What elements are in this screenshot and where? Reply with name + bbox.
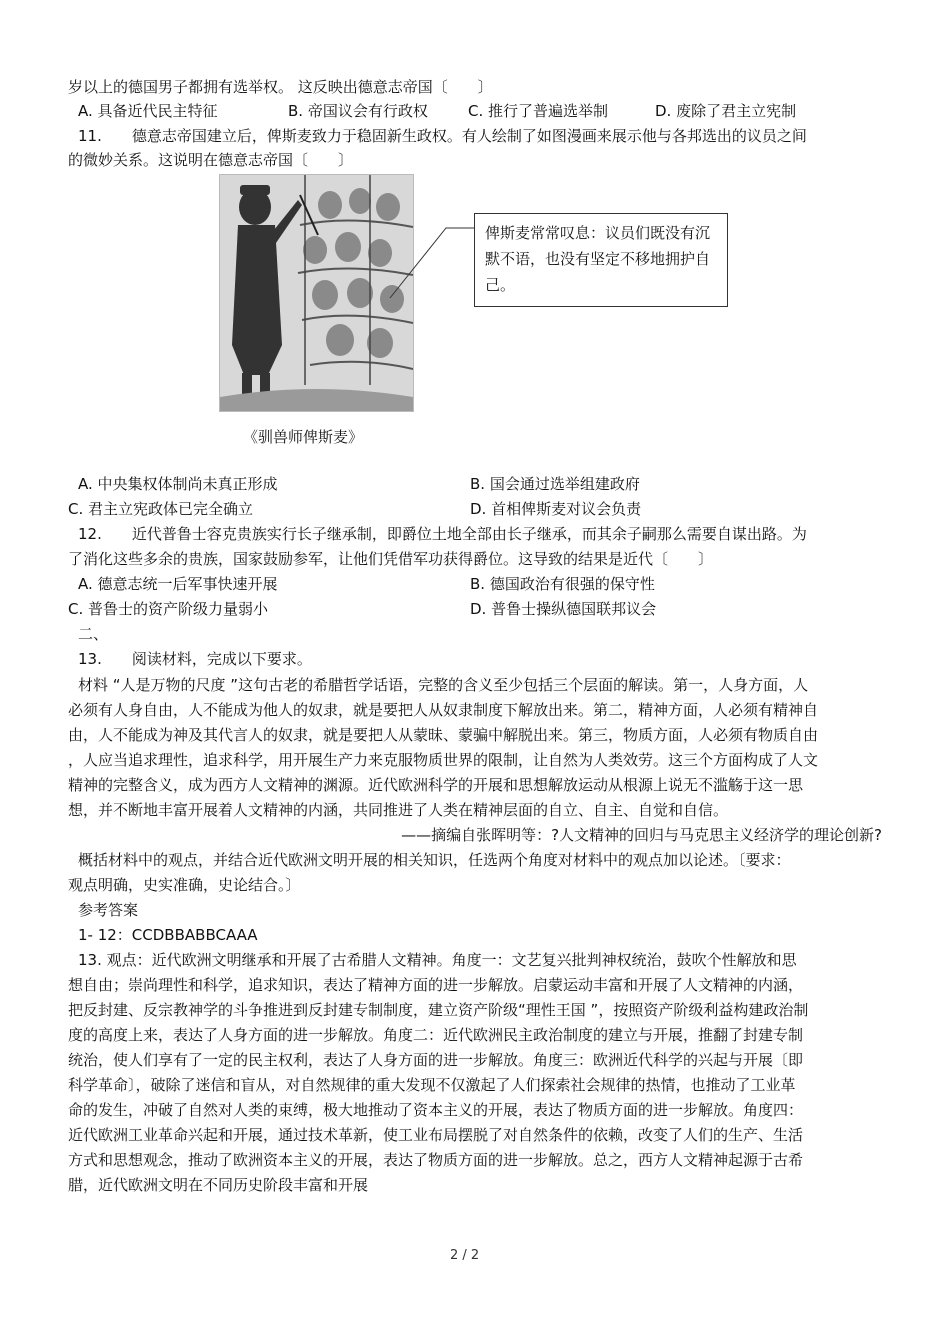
answers-q13-line: 把反封建、反宗教神学的斗争推进到反封建专制制度，建立资产阶级“理性王国 ”，按照资产阶级利益构建政治制 [68,1001,809,1019]
answers-title: 参考答案 [78,901,139,919]
answers-q13-line: 科学革命〕，破除了迷信和盲从，对自然规律的重大发现不仅激起了人们探索社会规律的热情，也推动了工业革 [68,1076,796,1094]
q11-option-b: B. 国会通过选举组建政府 [470,475,640,493]
q12-line2: 了消化这些多余的贵族，国家鼓励参军，让他们凭借军功获得爵位。这导致的结果是近代〔 〕 [68,550,714,568]
answers-q13-line: 统治，使人们享有了一定的民主权利，表达了人身方面的进一步解放。角度三：欧洲近代科学的兴起与开展〔即 [68,1051,804,1069]
q12-option-a: A. 德意志统一后军事快速开展 [78,575,278,593]
q13-head: 13. 阅读材料，完成以下要求。 [78,650,312,668]
q10-option-a: A. 具备近代民主特征 [78,102,218,120]
q11-line2: 的微妙关系。这说明在德意志帝国〔 〕 [68,151,354,169]
answers-q13-line: 想自由；崇尚理性和科学，追求知识，表达了精神方面的进一步解放。启蒙运动丰富和开展了人文精神的内涵， [68,976,804,994]
callout-box: 俾斯麦常常叹息：议员们既没有沉默不语，也没有坚定不移地拥护自己。 [474,213,728,307]
q11-line1: 11. 德意志帝国建立后，俾斯麦致力于稳固新生政权。有人绘制了如图漫画来展示他与各邦选出的议员之间 [78,127,807,145]
q12-option-c: C. 普鲁士的资产阶级力量弱小 [68,600,269,618]
section-2-heading: 二、 [78,625,109,643]
q13-material-line: 材料 “人是万物的尺度 ”这句古老的希腊哲学话语，完整的含义至少包括三个层面的解读。第一，人身方面，人 [78,676,809,694]
q13-material-line: 精神的完整含义，成为西方人文精神的渊源。近代欧洲科学的开展和思想解放运动从根源上说无不滥觞于这一思 [68,776,804,794]
q12-line1: 12. 近代普鲁士容克贵族实行长子继承制，即爵位土地全部由长子继承，而其余子嗣那么需要自谋出路。为 [78,525,807,543]
q13-material-line: ，人应当追求理性，追求科学，用开展生产力来克服物质世界的限制，让自然为人类效劳。这三个方面构成了人文 [68,751,819,769]
q10-option-c: C. 推行了普遍选举制 [468,102,609,120]
q13-source: ——摘编自张晖明等：?人文精神的回归与马克思主义经济学的理论创新? [401,826,882,844]
answers-q13-line: 13. 观点：近代欧洲文明继承和开展了古希腊人文精神。角度一：文艺复兴批判神权统治，鼓吹个性解放和思 [78,951,797,969]
q10-option-b: B. 帝国议会有行政权 [288,102,428,120]
q10-stem: 岁以上的德国男子都拥有选举权。 这反映出德意志帝国〔 〕 [68,78,493,96]
q10-option-d: D. 废除了君主立宪制 [655,102,797,120]
q12-option-b: B. 德国政治有很强的保守性 [470,575,655,593]
cartoon-caption: 《驯兽师俾斯麦》 [243,428,364,446]
q13-material-line: 由，人不能成为神及其代言人的奴隶，就是要把人从蒙昧、蒙骗中解脱出来。第三，物质方面，人必须有物质自由 [68,726,819,744]
answers-q13-line: 度的高度上来，表达了人身方面的进一步解放。角度二：近代欧洲民主政治制度的建立与开展，推翻了封建专制 [68,1026,804,1044]
q13-task-line: 概括材料中的观点，并结合近代欧洲文明开展的相关知识，任选两个角度对材料中的观点加以论述。〔要求： [78,851,791,869]
q11-option-c: C. 君主立宪政体已完全确立 [68,500,254,518]
q13-material-line: 必须有人身自由，人不能成为他人的奴隶，就是要把人从奴隶制度下解放出来。第二，精神方面，人必须有精神自 [68,701,819,719]
answers-q13-line: 腊，近代欧洲文明在不同历史阶段丰富和开展 [68,1176,369,1194]
q12-option-d: D. 普鲁士操纵德国联邦议会 [470,600,657,618]
answers-q13-line: 方式和思想观念，推动了欧洲资本主义的开展，表达了物质方面的进一步解放。总之，西方人文精神起源于古希 [68,1151,804,1169]
q13-material-line: 想，并不断地丰富开展着人文精神的内涵，共同推进了人类在精神层面的自立、自主、自觉和自信。 [68,801,729,819]
q11-option-a: A. 中央集权体制尚未真正形成 [78,475,278,493]
q13-task-line: 观点明确，史实准确，史论结合。〕 [68,876,301,894]
answers-q13-line: 命的发生，冲破了自然对人类的束缚，极大地推动了资本主义的开展，表达了物质方面的进一步解放。角度四： [68,1101,804,1119]
answers-mc: 1- 12：CCDBBABBCAAA [78,926,258,944]
callout-pointer [380,220,480,310]
page-number: 2 / 2 [450,1248,480,1263]
q11-option-d: D. 首相俾斯麦对议会负责 [470,500,642,518]
answers-q13-line: 近代欧洲工业革命兴起和开展，通过技术革新，使工业布局摆脱了对自然条件的依赖，改变了人们的生产、生活 [68,1126,804,1144]
